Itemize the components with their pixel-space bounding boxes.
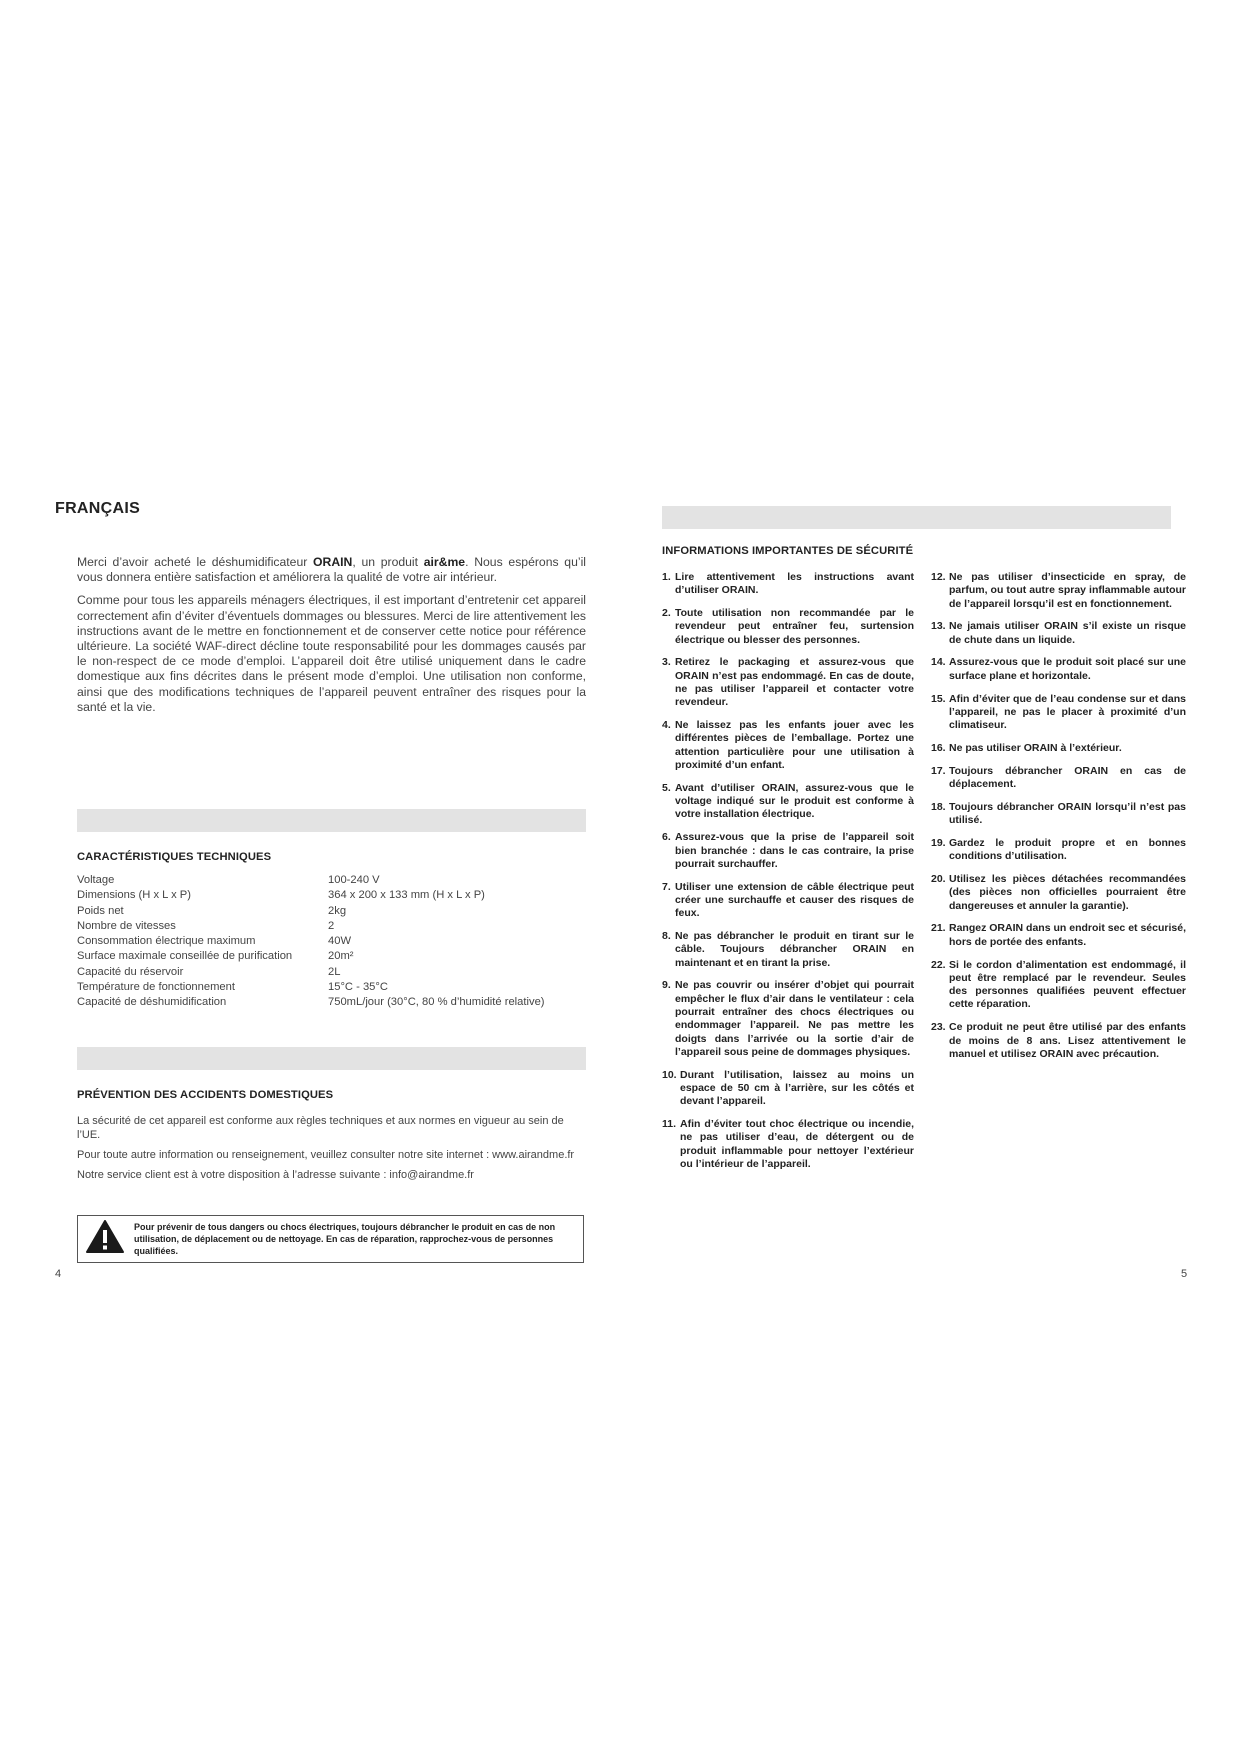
safety-item-number: 22.: [931, 958, 946, 971]
spec-row: [77, 919, 597, 934]
spec-value: 15°C - 35°C: [328, 981, 388, 994]
spec-label: Dimensions (H x L x P): [77, 889, 191, 902]
safety-item: [931, 693, 1186, 733]
spec-row: [77, 980, 597, 995]
safety-item: [931, 1021, 1186, 1061]
safety-item-text: Toute utilisation non recommandée par le revendeur peut entraîner feu, surtension électrique ou blesser des personnes.: [675, 607, 914, 646]
specs-header-bar: [77, 809, 586, 832]
safety-list-right: [931, 571, 1186, 1071]
spec-row: [77, 888, 597, 903]
intro-paragraph-2: Comme pour tous les appareils ménagers électriques, il est important d’entretenir cet appareil correctement afin d’éviter d’éventuels dommages ou blessures. Merci de lire attentivement les instructions avant de le mettre en fonctionnement et de conserver cette notice pour référence ultérieure. La société WAF-direct décline toute responsabilité pour les dommages causés par le non-respect de ce mode d’emploi. L’appareil doit être utilisé uniquement dans le cadre domestique aux fins décrites dans le présent mode d’emploi. Une utilisation non conforme, ainsi que des modifications techniques de l’appareil peuvent entraîner des risques pour la santé et la vie.: [77, 593, 586, 714]
safety-item-number: 4.: [662, 719, 671, 732]
spec-label: Surface maximale conseillée de purification: [77, 950, 293, 963]
safety-item-number: 18.: [931, 800, 946, 813]
safety-item: [662, 782, 914, 822]
spec-value: 2kg: [328, 904, 347, 917]
spec-label: Nombre de vitesses: [77, 919, 176, 932]
safety-item: [931, 571, 1186, 611]
safety-item-text: Afin d’éviter tout choc électrique ou incendie, ne pas utiliser d’eau, de détergent ou de produit inflammable pour nettoyer l’extérieur ou l’intérieur de l’appareil.: [680, 1118, 914, 1170]
spec-label: Température de fonctionnement: [77, 981, 235, 994]
spec-label: Capacité de déshumidification: [77, 996, 227, 1009]
safety-item: [662, 930, 914, 970]
safety-item-number: 23.: [931, 1021, 946, 1034]
prevention-paragraph-1: La sécurité de cet appareil est conforme aux règles techniques et aux normes en vigueur au sein de l’UE.: [77, 1115, 564, 1141]
safety-item: [662, 881, 914, 921]
specs-table: [77, 873, 597, 1011]
safety-item-text: Avant d’utiliser ORAIN, assurez-vous que le voltage indiqué sur le produit est conforme à votre installation électrique.: [675, 781, 914, 821]
safety-item: [662, 719, 914, 772]
safety-item-number: 12.: [931, 571, 946, 583]
safety-item-text: Utilisez les pièces détachées recommandées (des pièces non officielles pourraient être dangereuses et annuler la garantie).: [949, 873, 1186, 912]
spec-row: [77, 904, 597, 919]
spec-value: 40W: [328, 935, 352, 948]
safety-header-bar: [662, 506, 1171, 529]
spec-value: 2: [328, 919, 335, 932]
prevention-title: PRÉVENTION DES ACCIDENTS DOMESTIQUES: [77, 1089, 334, 1101]
spec-row: [77, 873, 597, 888]
spec-label: Poids net: [77, 904, 124, 917]
safety-list-left: [662, 571, 914, 1181]
spec-label: Voltage: [77, 874, 115, 886]
spec-value: 20m²: [328, 950, 354, 963]
safety-item: [931, 620, 1186, 647]
safety-item-number: 1.: [662, 571, 671, 583]
safety-item: [931, 873, 1186, 913]
safety-item-number: 6.: [662, 831, 671, 844]
spec-row: [77, 965, 597, 980]
prevention-header-bar: [77, 1047, 586, 1070]
brand-name: air&me: [423, 555, 466, 569]
safety-item-text: Ne jamais utiliser ORAIN s’il existe un risque de chute dans un liquide.: [949, 620, 1186, 646]
safety-item-number: 19.: [931, 836, 946, 849]
safety-item-number: 16.: [931, 741, 946, 754]
safety-item: [931, 656, 1186, 683]
safety-item-number: 11.: [662, 1118, 677, 1131]
safety-item: [931, 959, 1186, 1012]
safety-item: [662, 656, 914, 709]
safety-item-text: Toujours débrancher ORAIN lorsqu’il n’est pas utilisé.: [949, 800, 1186, 827]
safety-item-text: Durant l’utilisation, laissez au moins un espace de 50 cm à l’arrière, sur les côtés et devant l’appareil.: [680, 1068, 914, 1108]
safety-item-text: Ne pas utiliser ORAIN à l’extérieur.: [949, 741, 1122, 754]
intro-paragraph-1: Merci d’avoir acheté le déshumidificateur ORAIN, un produit air&me. Nous espérons qu’il vous donnera entière satisfaction et améliorera la qualité de votre air intérieur.: [77, 555, 586, 585]
safety-item-text: Assurez-vous que le produit soit placé sur une surface plane et horizontale.: [949, 656, 1186, 682]
safety-item-number: 10.: [662, 1068, 677, 1081]
warning-text: Pour prévenir de tous dangers ou chocs électriques, toujours débrancher le produit en cas de non utilisation, de déplacement ou de nettoyage. En cas de réparation, rapprochez-vous de personnes qualifiées.: [134, 1222, 556, 1256]
page-number-left: 4: [55, 1268, 62, 1280]
safety-item-text: Rangez ORAIN dans un endroit sec et sécurisé, hors de portée des enfants.: [949, 922, 1186, 948]
safety-item-text: Utiliser une extension de câble électrique peut créer une surchauffe et causer des risques de feux.: [675, 880, 914, 920]
spec-value: 364 x 200 x 133 mm (H x L x P): [328, 889, 485, 902]
safety-item-number: 15.: [931, 692, 946, 705]
safety-item: [931, 837, 1186, 864]
spec-label: Capacité du réservoir: [77, 965, 184, 978]
specs-title: CARACTÉRISTIQUES TECHNIQUES: [77, 851, 272, 863]
spec-row: [77, 949, 597, 964]
safety-item-text: Gardez le produit propre et en bonnes conditions d’utilisation.: [949, 836, 1186, 863]
safety-item: [662, 1118, 914, 1171]
safety-item-text: Afin d’éviter que de l’eau condense sur et dans l’appareil, ne pas le placer à proximité d’un climatiseur.: [949, 692, 1186, 732]
prevention-text: [77, 1114, 586, 1188]
safety-item-text: Ce produit ne peut être utilisé par des enfants de moins de 8 ans. Lisez attentivement le manuel et utilisez ORAIN avec précaution.: [949, 1021, 1186, 1060]
safety-item-number: 20.: [931, 873, 946, 886]
safety-item-text: Ne laissez pas les enfants jouer avec les différentes pièces de l’emballage. Portez une attention particulière pour une utilisation à proximité d’un enfant.: [675, 719, 914, 772]
safety-item: [662, 571, 914, 598]
safety-item: [931, 765, 1186, 792]
spec-row: [77, 934, 597, 949]
safety-item-number: 8.: [662, 930, 671, 943]
spec-value: 100-240 V: [328, 874, 380, 886]
safety-item: [662, 1069, 914, 1109]
safety-item-text: Retirez le packaging et assurez-vous que ORAIN n’est pas endommagé. En cas de doute, ne pas utiliser l’appareil et contacter votre revendeur.: [675, 656, 914, 709]
safety-item-number: 2.: [662, 607, 671, 620]
safety-item-number: 3.: [662, 656, 671, 669]
safety-item-number: 5.: [662, 781, 671, 794]
safety-item: [662, 831, 914, 871]
prevention-paragraph-3: Notre service client est à votre disposition à l’adresse suivante : info@airandme.fr: [77, 1169, 474, 1181]
safety-item-number: 17.: [931, 764, 946, 777]
safety-item-number: 9.: [662, 979, 671, 992]
safety-item-text: Ne pas débrancher le produit en tirant sur le câble. Toujours débrancher ORAIN en maintenant et en tirant la prise.: [675, 930, 914, 969]
spec-label: Consommation électrique maximum: [77, 935, 256, 948]
safety-item: [931, 742, 1186, 755]
spec-value: 750mL/jour (30°C, 80 % d’humidité relative): [328, 996, 545, 1009]
page-number-right: 5: [1181, 1268, 1188, 1280]
safety-item: [662, 607, 914, 647]
spec-row: [77, 995, 597, 1010]
safety-item-text: Lire attentivement les instructions avant d’utiliser ORAIN.: [675, 571, 914, 597]
safety-item-number: 13.: [931, 620, 946, 633]
safety-item: [931, 922, 1186, 949]
prevention-paragraph-2: Pour toute autre information ou renseignement, veuillez consulter notre site internet : www.airandme.fr: [77, 1149, 575, 1161]
safety-item-text: Ne pas couvrir ou insérer d’objet qui pourrait empêcher le flux d’air dans le ventilateur : cela pourrait entraîner des chocs électriques ou endommager l’appareil. Ne pas mettre les doigts dans l’arrivée ou la sortie d’air de l’appareil sous peine de dommages physiques.: [675, 979, 914, 1058]
spec-value: 2L: [328, 965, 341, 978]
safety-item: [662, 979, 914, 1059]
warning-triangle-icon: [85, 1219, 125, 1255]
language-title: FRANÇAIS: [55, 500, 141, 517]
safety-item-text: Si le cordon d’alimentation est endommagé, il peut être remplacé par le revendeur. Seules des personnes qualifiées peuvent effectuer cette réparation.: [949, 958, 1186, 1011]
safety-item-text: Toujours débrancher ORAIN en cas de déplacement.: [949, 764, 1186, 791]
safety-item-text: Assurez-vous que la prise de l’appareil soit bien branchée : dans le cas contraire, la prise pourrait surchauffer.: [675, 831, 914, 870]
safety-item-number: 21.: [931, 922, 946, 935]
warning-box: [77, 1215, 584, 1263]
safety-item: [931, 801, 1186, 828]
safety-item-text: Ne pas utiliser d’insecticide en spray, de parfum, ou tout autre spray inflammable autour de l’appareil lorsqu’il est en fonctionnement.: [949, 571, 1186, 610]
safety-title: INFORMATIONS IMPORTANTES DE SÉCURITÉ: [662, 545, 914, 557]
safety-item-number: 14.: [931, 656, 946, 669]
safety-item-number: 7.: [662, 880, 671, 893]
intro-text: [77, 555, 586, 723]
product-name: ORAIN: [313, 555, 353, 569]
